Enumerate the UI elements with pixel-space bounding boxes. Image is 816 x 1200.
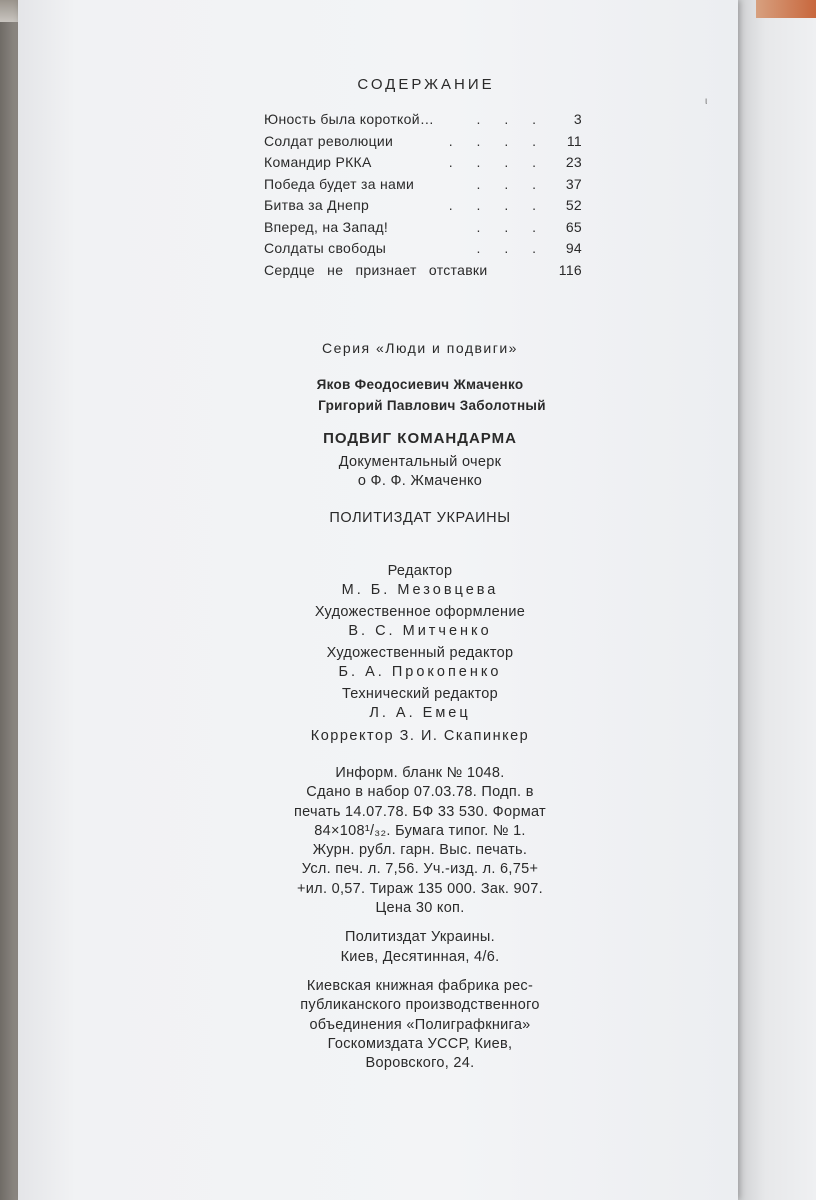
imprint-line: Цена 30 коп. <box>375 900 465 917</box>
printer-line: Госкомиздата УССР, Киев, <box>327 1035 513 1052</box>
toc-item <box>264 111 582 133</box>
publisher-address <box>250 928 590 967</box>
toc-item-page: 3 <box>573 111 582 127</box>
toc-item <box>264 219 582 241</box>
page-mark: ι <box>705 96 708 107</box>
toc-item-label: Солдат революции <box>264 132 394 149</box>
toc-item-page: 23 <box>565 154 582 170</box>
toc-item-page: 11 <box>566 132 582 149</box>
imprint-line: Информ. бланк № 1048. <box>335 765 505 781</box>
imprint-details <box>250 764 590 918</box>
author-name: Григорий Павлович Заболотный <box>318 398 546 413</box>
toc-item <box>264 154 582 176</box>
credit-role: Редактор <box>387 563 453 579</box>
toc-list <box>250 111 590 283</box>
imprint-line: 84×108¹/₃₂. Бумага типог. № 1. <box>314 822 526 839</box>
subtitle-line: о Ф. Ф. Жмаченко <box>357 473 483 489</box>
imprint-line: печать 14.07.78. БФ 33 530. Формат <box>294 803 546 820</box>
toc-item <box>264 262 582 284</box>
toc-item-label: Победа будет за нами <box>264 175 415 192</box>
toc-item-label: Вперед, на Запад! <box>264 218 389 235</box>
author-name: Яков Феодосиевич Жмаченко <box>316 377 524 392</box>
toc-item-page: 116 <box>558 261 582 278</box>
toc-item <box>264 240 582 262</box>
toc-item-leader: . . . <box>476 218 546 235</box>
imprint-line: Сдано в набор 07.03.78. Подп. в <box>306 784 534 801</box>
toc-item-page: 52 <box>565 197 582 213</box>
imprint-line: Усл. печ. л. 7,56. Уч.-изд. л. 6,75+ <box>301 861 539 878</box>
toc-item-page: 94 <box>565 240 582 256</box>
toc-item <box>264 176 582 198</box>
imprint-line: +ил. 0,57. Тираж 135 000. Зак. 907. <box>297 880 543 897</box>
address-line: Киев, Десятинная, 4/6. <box>340 948 500 965</box>
book-subtitle <box>250 453 590 491</box>
toc-item-leader: . . . <box>476 111 546 127</box>
facing-page <box>738 0 816 1200</box>
toc-item-page: 37 <box>565 175 582 192</box>
toc-item-label: Битва за Днепр <box>264 197 370 213</box>
address-line: Политиздат Украины. <box>345 929 495 946</box>
credit-name: М. Б. Мезовцева <box>341 582 499 598</box>
credit-role: Художественный редактор <box>326 645 514 661</box>
toc-item-label: Командир РККА <box>264 154 372 170</box>
corrector-credit: Корректор З. И. Скапинкер <box>310 728 530 744</box>
toc-item-label: Сердце не признает отставки <box>264 261 488 278</box>
credit-role: Технический редактор <box>341 686 499 702</box>
toc-item-leader: . . . . <box>448 132 546 149</box>
authors <box>250 374 590 416</box>
printer-line: объединения «Полиграфкнига» <box>309 1016 531 1033</box>
toc-item <box>264 197 582 219</box>
credit-role: Художественное оформление <box>314 604 526 620</box>
toc-item-leader: . . . <box>476 175 546 192</box>
credit-name: Л. А. Емец <box>369 705 471 721</box>
credits <box>250 562 590 723</box>
toc-item-page: 65 <box>565 218 582 235</box>
book-title: ПОДВИГ КОМАНДАРМА <box>323 430 517 447</box>
toc-item <box>264 133 582 155</box>
toc-item-label: Юность была короткой… <box>264 111 435 127</box>
imprint-line: Журн. рубл. гарн. Выс. печать. <box>312 842 528 859</box>
subtitle-line: Документальный очерк <box>338 454 502 470</box>
page-content <box>250 70 590 1073</box>
series-name: Серия «Люди и подвиги» <box>322 340 518 356</box>
printer-info <box>250 977 590 1073</box>
toc-item-leader: . . . . <box>448 154 546 170</box>
book-cover-corner <box>756 0 816 18</box>
printer-line: Воровского, 24. <box>365 1055 475 1072</box>
toc-item-leader: . . . . <box>448 197 546 213</box>
printer-line: Киевская книжная фабрика рес- <box>306 977 534 994</box>
credit-name: В. С. Митченко <box>348 623 492 639</box>
credit-name: Б. А. Прокопенко <box>338 664 502 680</box>
publisher-name: ПОЛИТИЗДАТ УКРАИНЫ <box>329 510 511 526</box>
toc-item-leader: . . . <box>476 240 546 256</box>
printer-line: публиканского производственного <box>300 997 540 1014</box>
toc-title: СОДЕРЖАНИЕ <box>357 76 495 93</box>
toc-item-label: Солдаты свободы <box>264 240 387 256</box>
